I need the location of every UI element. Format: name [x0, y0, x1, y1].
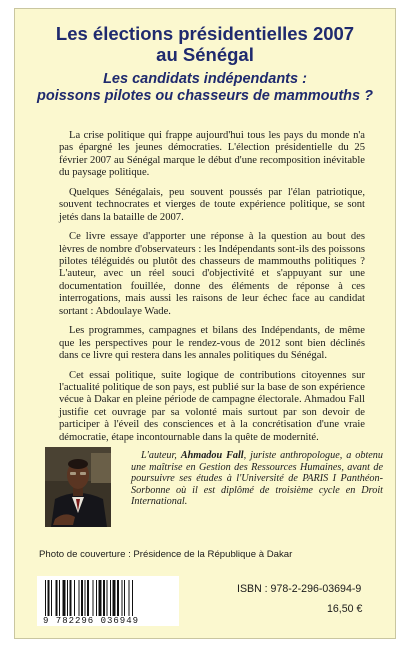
book-title-line1: Les élections présidentielles 2007 — [55, 23, 355, 44]
barcode-digits: 9 782296 036949 — [43, 616, 140, 626]
book-subtitle-line1: Les candidats indépendants : — [103, 71, 307, 87]
author-name: Ahmadou Fall — [180, 450, 244, 461]
photo-credit: Photo de couverture : Présidence de la République à Dakar — [39, 549, 293, 560]
isbn: ISBN : 978-2-296-03694-9 — [237, 583, 362, 595]
barcode-bars — [45, 580, 171, 616]
author-portrait-illustration — [45, 447, 111, 527]
blurb-paragraph-2: Quelques Sénégalais, peu souvent poussés par l'élan patriotique, souvent technocrates et vierges de toute expérience politique, se sont jetés dans la bataille de 2007. — [59, 186, 365, 223]
barcode — [37, 576, 179, 626]
blurb-paragraph-5: Cet essai politique, suite logique de contributions citoyennes sur l'actualité politique de son pays, est publié sur la base de son expérience vécue à Dakar en pleine période de campagne électorale. Ahmadou Fall justifie cet ouvrage par sa volonté mais surtout par son devoir de participer à l'éveil des consciences et à la concrétisation d'une vraie démocratie, étape incontournable dans la quête de modernité. — [59, 369, 365, 443]
back-cover — [14, 8, 396, 639]
blurb-paragraph-3: Ce livre essaye d'apporter une réponse à la question au bout des lèvres de nombre d'observateurs : les Indépendants sont-ils des poissons pilotes téléguidés ou plutôt des chasseurs de mammouths politiques ? L'auteur, avec un réel souci d'objectivité et s'appuyant sur une documentation fouillée, donne des éléments de réponse à ces interrogations, mais aussi les raisons de leur échec face au candidat sortant : Abdoulaye Wade. — [59, 231, 365, 317]
author-bio — [131, 450, 383, 508]
blurb-text — [59, 130, 365, 451]
author-bio-prefix: L'auteur, — [141, 450, 181, 461]
price: 16,50 € — [327, 603, 363, 615]
author-photo — [45, 447, 111, 527]
book-subtitle — [15, 71, 395, 105]
book-title — [15, 23, 395, 65]
book-title-line2: au Sénégal — [156, 44, 254, 65]
blurb-paragraph-1: La crise politique qui frappe aujourd'hui tous les pays du monde n'a pas épargné les jeunes démocraties. L'élection présidentielle du 25 février 2007 au Sénégal marque le début d'une recomposition inévitable du paysage politique. — [59, 130, 365, 179]
blurb-paragraph-4: Les programmes, campagnes et bilans des Indépendants, de même que les perspectives pour le rendez-vous de 2012 sont bien déclinés dans ce livre qui restera dans les annales politiques du Sénégal. — [59, 325, 365, 362]
author-bio-rest: , juriste anthropologue, a obtenu une maîtrise en Gestion des Ressources Humaines, avant de poursuivre ses études à l'Université de PARIS I Panthéon-Sorbonne où il est diplômé de troisième cycle en Droit International. — [131, 450, 383, 508]
book-subtitle-line2: poissons pilotes ou chasseurs de mammouths ? — [37, 88, 373, 104]
